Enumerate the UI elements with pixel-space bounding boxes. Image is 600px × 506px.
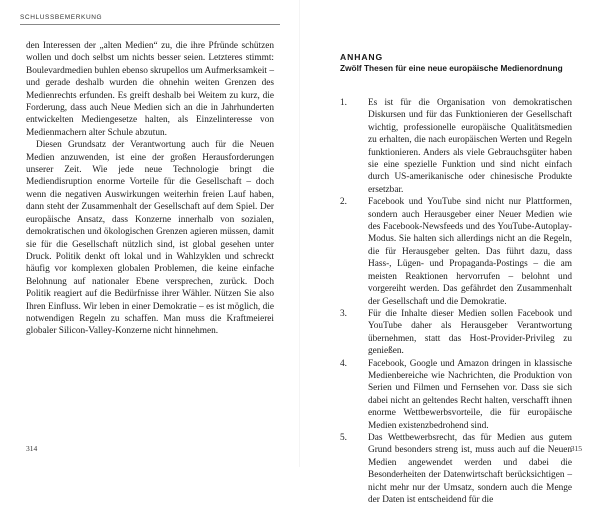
thesis-item bbox=[340, 97, 572, 196]
thesis-text: Es ist für die Organisation von demokratischen Diskursen und für das Funktionieren der Gesellschaft wichtig, professionelle europäische Qualitätsmedien zu erhalten, die nach europäischen Werten und Regeln funktionieren. Anders als viele Gebrauchsgüter haben sie eine spezielle Funktion und sind nicht einfach durch US-amerikanische oder chinesische Produkte ersetzbar. bbox=[368, 98, 572, 195]
running-head: SCHLUSSBEMERKUNG bbox=[20, 14, 103, 21]
appendix-section bbox=[340, 52, 572, 506]
thesis-item bbox=[340, 196, 572, 308]
theses-list bbox=[340, 97, 572, 506]
appendix-subheading: Zwölf Thesen für eine neue europäische Medienordnung bbox=[340, 63, 563, 73]
thesis-number: 1. bbox=[340, 98, 347, 108]
thesis-text: Facebook und YouTube sind nicht nur Plattformen, sondern auch Herausgeber einer Neuer Medien wie des Facebook-Newsfeeds und des YouTube-Autoplay-Modus. Sie halten sich allerdings nicht an die Regeln, die für Herausgeber gelten. Das führt dazu, dass Hass-, Lügen- und Propaganda-Postings – die am meisten Reaktionen hervorrufen – belohnt und vorgereiht werden. Das gefährdet den Zusammenhalt der Gesellschaft und die Demokratie. bbox=[368, 197, 572, 307]
thesis-text: Für die Inhalte dieser Medien sollen Facebook und YouTube daher als Herausgeber Verantwortung übernehmen, statt das Host-Provider-Privileg zu genießen. bbox=[368, 308, 572, 357]
thesis-item bbox=[340, 358, 572, 432]
header-rule bbox=[20, 24, 280, 25]
thesis-number: 4. bbox=[340, 358, 347, 369]
left-body-text bbox=[26, 40, 274, 338]
thesis-number: 2. bbox=[340, 197, 347, 208]
thesis-number: 5. bbox=[340, 432, 347, 443]
left-page bbox=[0, 0, 300, 467]
page-number-left: 314 bbox=[26, 444, 38, 453]
thesis-item bbox=[340, 308, 572, 358]
page-number-right: 315 bbox=[570, 444, 582, 453]
thesis-number: 3. bbox=[340, 308, 347, 319]
paragraph: den Interessen der „alten Medien“ zu, die ihre Pfründe schützen wollen und doch selbst um nichts besser seien. Letzteres stimmt: Boulevardmedien buhlen ebenso skrupellos um Aufmerksamkeit – und gerade deshalb wurden die ohnehin weiten Grenzen des Medienrechts erfunden. Es greift deshalb bei Weitem zu kurz, die Forderung, dass auch Neue Medien sich an die in Jahrhunderten entwickelten Mediengesetze halten, als Einzelinteresse von Medienmachern alter Schule abzutun. bbox=[26, 41, 274, 138]
thesis-item bbox=[340, 432, 572, 506]
thesis-text: Das Wettbewerbsrecht, das für Medien aus gutem Grund besonders streng ist, muss auch auf die Neuen Medien angewendet werden und dabei die Besonderheiten der Datenwirtschaft berücksichtigen – nicht mehr nur der Umsatz, sondern auch die Menge der Daten ist entscheidend für die bbox=[368, 432, 572, 505]
paragraph: Diesen Grundsatz der Verantwortung auch für die Neuen Medien anzuwenden, ist eine der großen Herausforderungen unserer Zeit. Wie jede neue Technologie bringt die Mediendisruption enorme Vorteile für die Gesellschaft – doch wenn die negativen Auswirkungen weiterhin freien Lauf haben, dann steht der Zusammenhalt der Gesellschaft auf dem Spiel. Der europäische Ansatz, dass Konzerne innerhalb von sozialen, demokratischen und ökologischen Grenzen agieren müssen, damit sie für die Gesellschaft nützlich sind, ist global gesehen unter Druck. Politik denkt oft lokal und in Wahlzyklen und schreckt häufig vor komplexen globalen Problemen, die keine einfache Belohnung auf nationaler Ebene versprechen, zurück. Doch Politik reagiert auf die Bedürfnisse ihrer Wähler. Nützen Sie also Ihren Einfluss. Wir leben in einer Demokratie – es ist möglich, die notwendigen Regeln zu schaffen. Man muss die Kraftmeierei globaler Silicon-Valley-Konzerne nicht hinnehmen. bbox=[26, 140, 274, 337]
appendix-heading: ANHANG bbox=[340, 52, 384, 62]
thesis-text: Facebook, Google und Amazon dringen in klassische Medienbereiche wie Nachrichten, die Produktion von Serien und Filmen und Fernsehen vor. Dass sie sich dabei nicht an geltendes Recht halten, verschafft ihnen enorme Wettbewerbsvorteile, die für europäische Medien existenzbedrohend sind. bbox=[368, 358, 572, 431]
